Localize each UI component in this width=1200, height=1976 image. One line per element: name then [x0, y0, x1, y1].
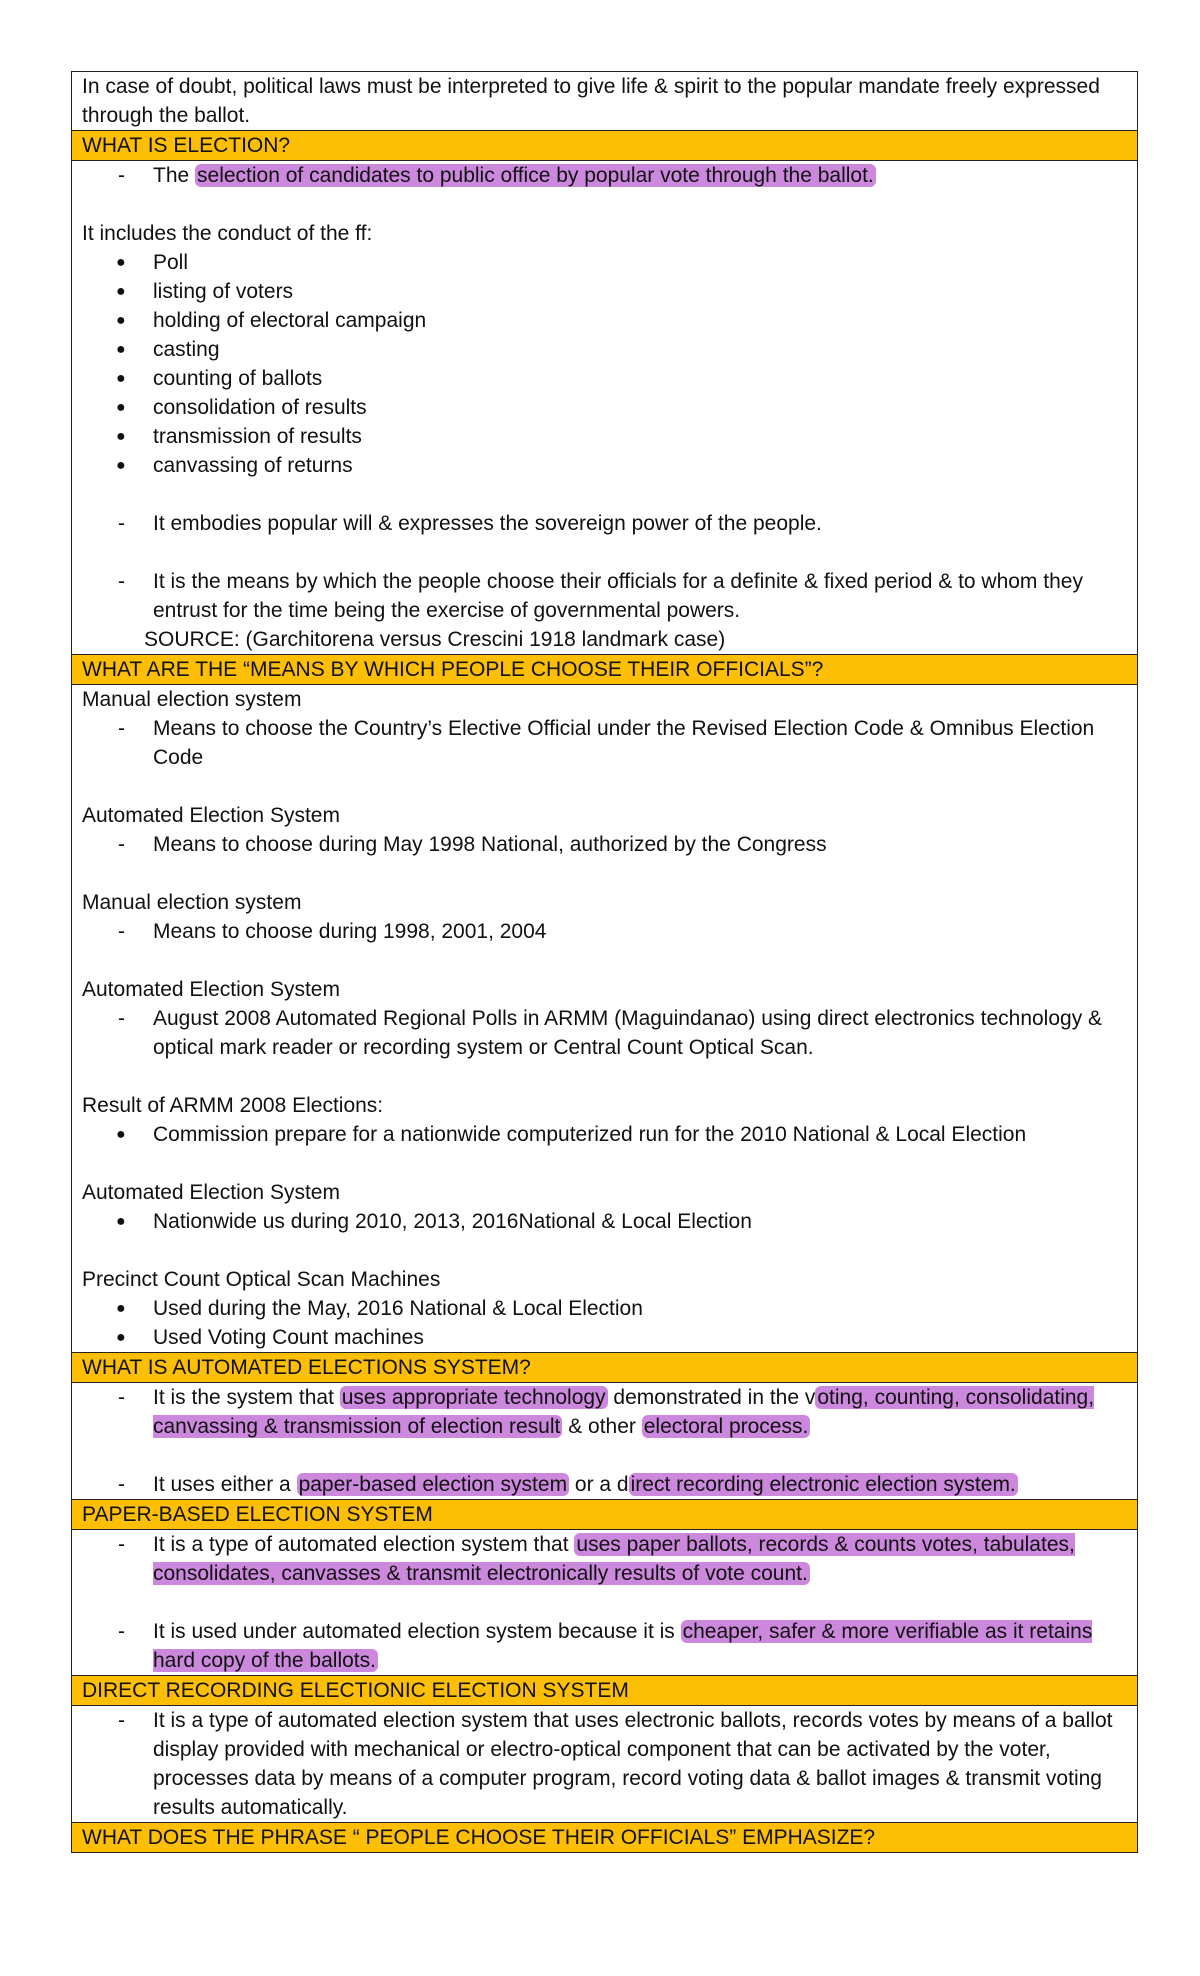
election-item: ● holding of electoral campaign	[82, 306, 1127, 335]
direct-recording-header: DIRECT RECORDING ELECTIONIC ELECTION SYSTEM	[72, 1676, 1137, 1706]
group-title: Manual election system	[82, 891, 302, 914]
group-item: - Means to choose during 1998, 2001, 2004	[118, 920, 547, 943]
highlight: irect recording electronic election system.	[630, 1473, 1016, 1496]
automated-def: - It is the system that uses appropriate technology demonstrated in the voting, counting, consolidating, canvassing & transmission of election result & other electoral process.	[118, 1386, 1095, 1438]
bullet-marker: ●	[116, 399, 126, 416]
election-popular-will: - It embodies popular will & expresses the sovereign power of the people.	[118, 512, 822, 535]
paper-reason: - It is used under automated election system because it is cheaper, safer & more verifiable as it retains hard copy of the ballots.	[118, 1620, 1093, 1672]
highlight: selection of candidates to public office by popular vote through the ballot.	[197, 164, 874, 187]
document-table	[71, 71, 1138, 1853]
phrase-section	[72, 1823, 1137, 1852]
means-header: WHAT ARE THE “MEANS BY WHICH PEOPLE CHOOSE THEIR OFFICIALS”?	[72, 655, 1137, 685]
intro-section	[72, 72, 1137, 131]
intro-text: In case of doubt, political laws must be interpreted to give life & spirit to the popular mandate freely expressed through the ballot.	[82, 75, 1100, 127]
election-header: WHAT IS ELECTION?	[72, 131, 1137, 161]
highlight: paper-based election system	[298, 1473, 568, 1496]
election-item: ● canvassing of returns	[82, 451, 1127, 480]
election-means: - It is the means by which the people choose their officials for a definite & fixed period & to whom they entrust for the time being the exercise of governmental powers.	[118, 570, 1083, 622]
group-item: - Means to choose during May 1998 National, authorized by the Congress	[118, 833, 827, 856]
election-item: ● transmission of results	[82, 422, 1127, 451]
phrase-header: WHAT DOES THE PHRASE “ PEOPLE CHOOSE THEIR OFFICIALS” EMPHASIZE?	[72, 1823, 1137, 1852]
group-title: Precinct Count Optical Scan Machines	[82, 1268, 441, 1291]
bullet-marker: ●	[116, 341, 126, 358]
means-section	[72, 655, 1137, 1353]
automated-section	[72, 1353, 1137, 1500]
group-item: - August 2008 Automated Regional Polls in ARMM (Maguindanao) using direct electronics technology & optical mark reader or recording system or Central Count Optical Scan.	[118, 1007, 1103, 1059]
election-definition: - The selection of candidates to public office by popular vote through the ballot.	[82, 161, 1127, 190]
election-item: ● consolidation of results	[82, 393, 1127, 422]
highlight: oting, counting, consolidating, canvassing & transmission of election result	[153, 1386, 1095, 1438]
group-title: Automated Election System	[82, 978, 340, 1001]
paper-section	[72, 1500, 1137, 1676]
direct-recording-def: - It is a type of automated election system that uses electronic ballots, records votes by means of a ballot display provided with mechanical or electro-optical component that can be activated by the voter, processes data by means of a computer program, record voting data & ballot images & transmit voting results automatically.	[118, 1709, 1113, 1819]
election-item: ● listing of voters	[82, 277, 1127, 306]
highlight: uses paper ballots, records & counts votes, tabulates, consolidates, canvasses & transmit electronically results of vote count.	[153, 1533, 1075, 1585]
group-bullet: ● Used Voting Count machines	[116, 1326, 424, 1349]
bullet-marker: ●	[116, 312, 126, 329]
direct-recording-section	[72, 1676, 1137, 1823]
election-item: ● casting	[82, 335, 1127, 364]
highlight: electoral process.	[643, 1415, 809, 1438]
highlight: uses appropriate technology	[341, 1386, 606, 1409]
group-title: Automated Election System	[82, 804, 340, 827]
bullet-marker: ●	[116, 457, 126, 474]
bullet-marker: ●	[116, 254, 126, 271]
election-item: ● counting of ballots	[82, 364, 1127, 393]
group-bullet: ● Nationwide us during 2010, 2013, 2016National & Local Election	[116, 1210, 752, 1233]
bullet-marker: ●	[116, 428, 126, 445]
source-citation: SOURCE: (Garchitorena versus Crescini 1918 landmark case)	[144, 628, 726, 651]
group-title: Result of ARMM 2008 Elections:	[82, 1094, 384, 1117]
paper-def: - It is a type of automated election system that uses paper ballots, records & counts votes, tabulates, consolidates, canvasses & transmit electronically results of vote count.	[118, 1533, 1075, 1585]
group-bullet: ● Commission prepare for a nationwide computerized run for the 2010 National & Local Election	[116, 1123, 1027, 1146]
dash-marker: -	[118, 164, 125, 187]
highlight: cheaper, safer & more verifiable as it retains hard copy of the ballots.	[153, 1620, 1093, 1672]
paper-header: PAPER-BASED ELECTION SYSTEM	[72, 1500, 1137, 1530]
group-title: Automated Election System	[82, 1181, 340, 1204]
election-item: ● Poll	[82, 248, 1127, 277]
bullet-marker: ●	[116, 283, 126, 300]
election-section	[72, 131, 1137, 655]
group-title: Manual election system	[82, 688, 302, 711]
bullet-marker: ●	[116, 370, 126, 387]
group-item: - Means to choose the Country’s Elective Official under the Revised Election Code & Omnibus Election Code	[118, 717, 1095, 769]
automated-header: WHAT IS AUTOMATED ELECTIONS SYSTEM?	[72, 1353, 1137, 1383]
includes-label: It includes the conduct of the ff:	[82, 222, 373, 245]
automated-types: - It uses either a paper-based election system or a direct recording electronic election system.	[118, 1473, 1016, 1496]
group-bullet: ● Used during the May, 2016 National & Local Election	[116, 1297, 643, 1320]
election-items-list	[82, 248, 1127, 480]
